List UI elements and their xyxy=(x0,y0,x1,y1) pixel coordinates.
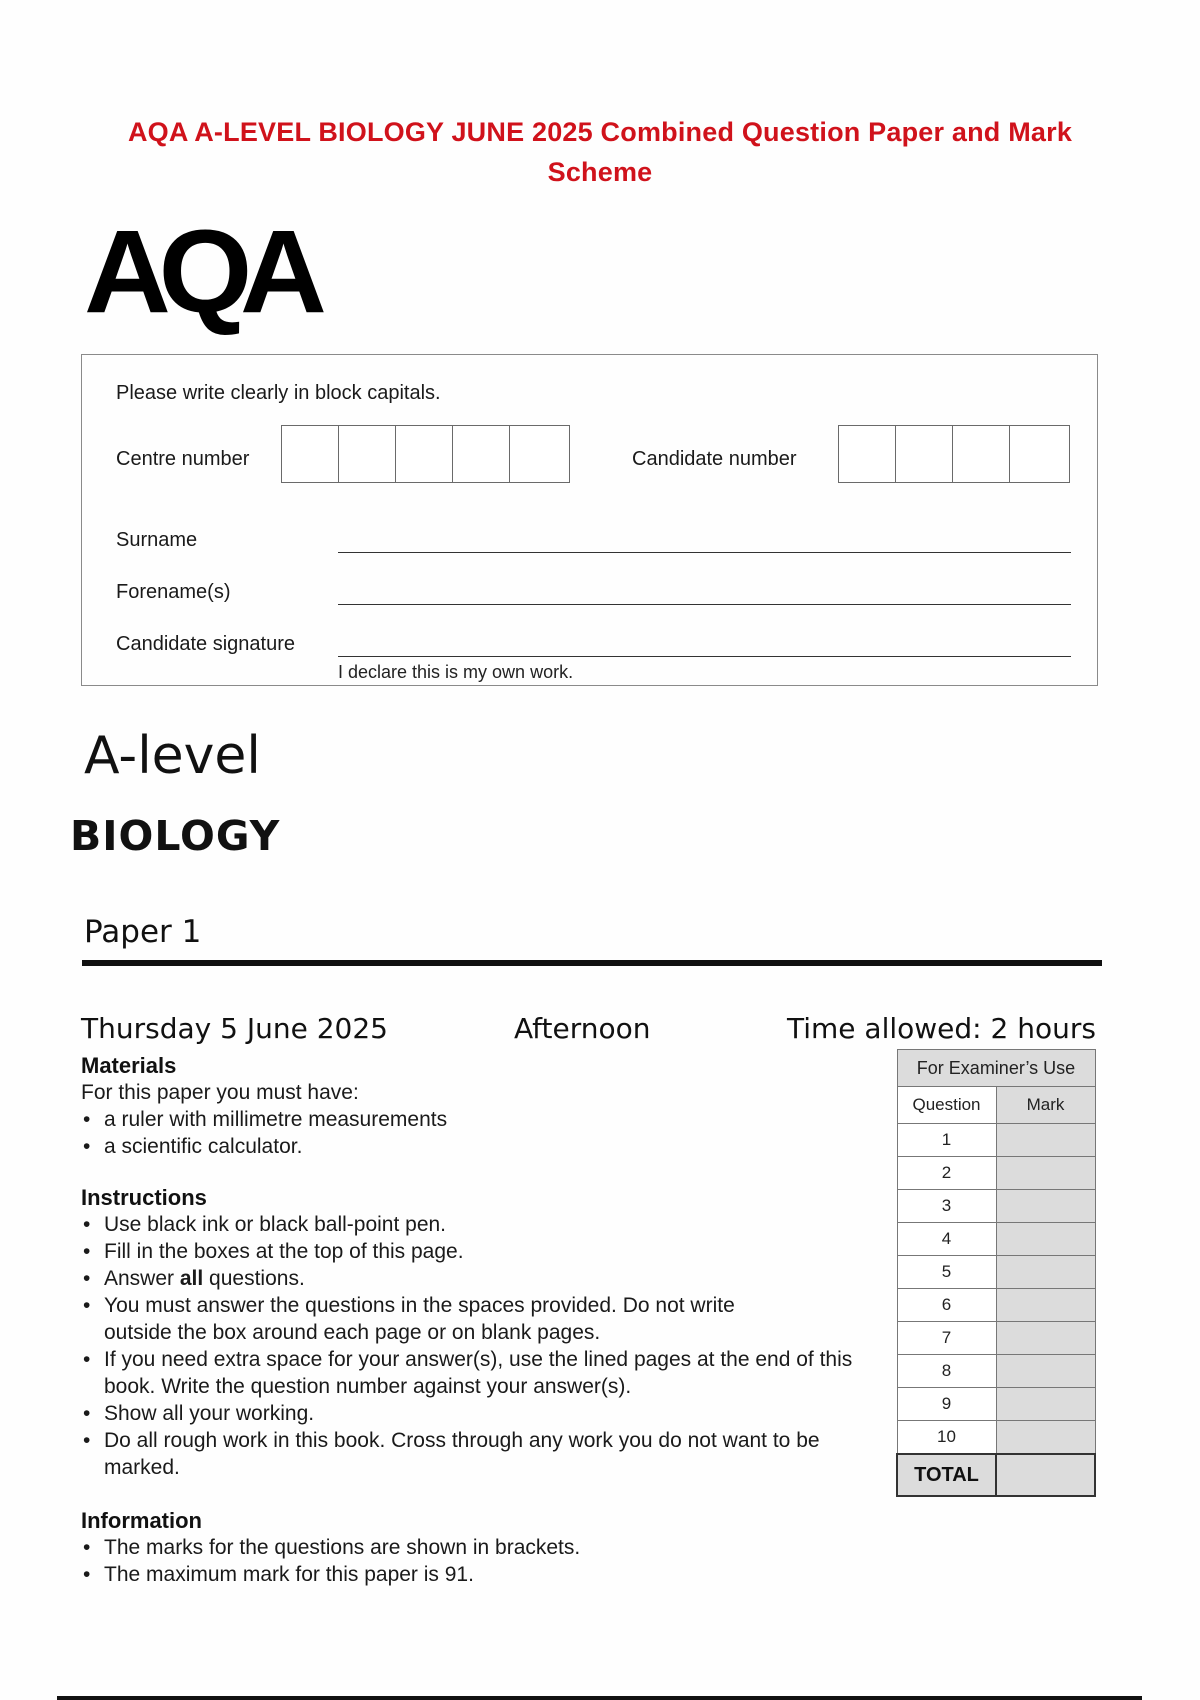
exam-date: Thursday 5 June 2025 xyxy=(81,1012,388,1045)
information-item: • The marks for the questions are shown in brackets. xyxy=(81,1534,801,1561)
materials-list xyxy=(81,1106,801,1160)
materials-item: • a ruler with millimetre measurements xyxy=(81,1106,801,1133)
page-bottom-rule xyxy=(57,1696,1142,1700)
question-number: 7 xyxy=(897,1322,996,1355)
mark-cell[interactable] xyxy=(996,1322,1095,1355)
candidate-number-box-4[interactable] xyxy=(1010,426,1067,482)
instruction-item: • Use black ink or black ball-point pen. xyxy=(81,1211,871,1238)
instruction-item: • Answer all questions. xyxy=(81,1265,871,1292)
question-number: 4 xyxy=(897,1223,996,1256)
mark-cell[interactable] xyxy=(996,1355,1095,1388)
candidate-number-label: Candidate number xyxy=(632,448,797,470)
banner-line-1: AQA A-LEVEL BIOLOGY JUNE 2025 Combined Question Paper and Mark xyxy=(127,117,1073,147)
aqa-logo: AQA xyxy=(84,206,315,338)
centre-number-field[interactable] xyxy=(281,425,570,483)
table-row xyxy=(897,1289,1095,1322)
mark-cell[interactable] xyxy=(996,1388,1095,1421)
question-number: 9 xyxy=(897,1388,996,1421)
signature-label: Candidate signature xyxy=(116,633,296,655)
mark-cell[interactable] xyxy=(996,1289,1095,1322)
instructions-section xyxy=(81,1185,871,1481)
information-heading: Information xyxy=(81,1508,202,1533)
instructions-heading: Instructions xyxy=(81,1185,207,1210)
candidate-number-box-2[interactable] xyxy=(896,426,953,482)
surname-input-line[interactable] xyxy=(338,552,1071,553)
mark-cell[interactable] xyxy=(996,1190,1095,1223)
question-number: 1 xyxy=(897,1124,996,1157)
declaration-text: I declare this is my own work. xyxy=(338,662,574,682)
instruction-item: • If you need extra space for your answer(s), use the lined pages at the end of this book. Write the question number against your answer(s). xyxy=(81,1346,894,1400)
question-number: 2 xyxy=(897,1157,996,1190)
column-header-question: Question xyxy=(897,1087,996,1124)
materials-intro: For this paper you must have: xyxy=(81,1081,359,1104)
question-number: 8 xyxy=(897,1355,996,1388)
table-row xyxy=(897,1421,1095,1455)
materials-section xyxy=(81,1053,801,1160)
centre-number-box-4[interactable] xyxy=(453,426,510,482)
surname-label: Surname xyxy=(116,529,198,551)
table-row xyxy=(897,1157,1095,1190)
question-number: 6 xyxy=(897,1289,996,1322)
candidate-number-box-3[interactable] xyxy=(953,426,1010,482)
instruction-item: • You must answer the questions in the spaces provided. Do not write outside the box around each page or on blank pages. xyxy=(81,1292,794,1346)
signature-input-line[interactable] xyxy=(338,656,1071,657)
materials-heading: Materials xyxy=(81,1053,177,1078)
time-allowed: Time allowed: 2 hours xyxy=(787,1012,1096,1045)
centre-number-label: Centre number xyxy=(116,448,250,470)
subject-title: BIOLOGY xyxy=(70,812,281,860)
mark-cell[interactable] xyxy=(996,1157,1095,1190)
centre-number-box-5[interactable] xyxy=(510,426,567,482)
document-banner-title xyxy=(0,112,1200,192)
instruction-item: • Do all rough work in this book. Cross through any work you do not want to be marked. xyxy=(81,1427,839,1481)
column-header-mark: Mark xyxy=(996,1087,1095,1124)
candidate-number-box-1[interactable] xyxy=(839,426,896,482)
question-number: 5 xyxy=(897,1256,996,1289)
candidate-number-field[interactable] xyxy=(838,425,1070,483)
forenames-label: Forename(s) xyxy=(116,581,231,603)
mark-cell[interactable] xyxy=(996,1124,1095,1157)
examiners-use-table xyxy=(896,1049,1096,1497)
total-label: TOTAL xyxy=(897,1454,996,1496)
table-row xyxy=(897,1256,1095,1289)
mark-cell[interactable] xyxy=(996,1223,1095,1256)
information-item: • The maximum mark for this paper is 91. xyxy=(81,1561,801,1588)
question-number: 10 xyxy=(897,1421,996,1455)
examiners-use-title: For Examiner’s Use xyxy=(897,1050,1095,1087)
table-row xyxy=(897,1322,1095,1355)
table-row xyxy=(897,1355,1095,1388)
total-mark-cell[interactable] xyxy=(996,1454,1095,1496)
paper-number: Paper 1 xyxy=(84,914,202,950)
materials-item: • a scientific calculator. xyxy=(81,1133,801,1160)
mark-cell[interactable] xyxy=(996,1421,1095,1455)
centre-number-box-2[interactable] xyxy=(339,426,396,482)
centre-number-box-3[interactable] xyxy=(396,426,453,482)
question-number: 3 xyxy=(897,1190,996,1223)
exam-session: Afternoon xyxy=(514,1012,651,1045)
qualification-level: A-level xyxy=(84,726,261,786)
paper-divider xyxy=(82,960,1102,966)
table-row xyxy=(897,1223,1095,1256)
mark-cell[interactable] xyxy=(996,1256,1095,1289)
centre-number-box-1[interactable] xyxy=(282,426,339,482)
forenames-input-line[interactable] xyxy=(338,604,1071,605)
table-row xyxy=(897,1124,1095,1157)
block-capitals-instruction: Please write clearly in block capitals. xyxy=(116,382,441,404)
total-row xyxy=(897,1454,1095,1496)
instruction-item: • Show all your working. xyxy=(81,1400,871,1427)
table-row xyxy=(897,1388,1095,1421)
instruction-item: • Fill in the boxes at the top of this page. xyxy=(81,1238,871,1265)
banner-line-2: Scheme xyxy=(547,157,653,187)
table-row xyxy=(897,1190,1095,1223)
information-list xyxy=(81,1534,801,1588)
information-section xyxy=(81,1508,801,1588)
instructions-list xyxy=(81,1211,871,1481)
emphasis-all: all xyxy=(179,1267,204,1290)
